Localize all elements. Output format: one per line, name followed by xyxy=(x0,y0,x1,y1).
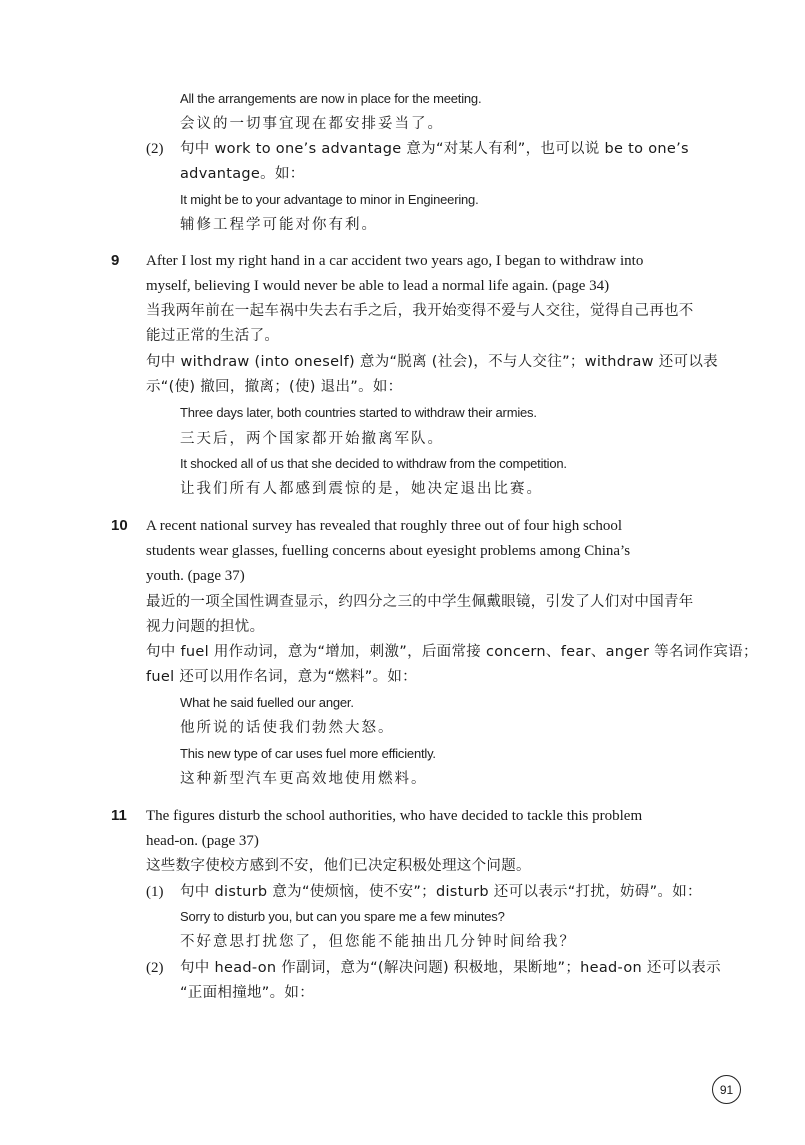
example-sentence: Sorry to disturb you, but can you spare me a few minutes? xyxy=(180,909,505,924)
source-sentence: A recent national survey has revealed that roughly three out of four high school xyxy=(146,518,623,534)
example-sentence: It might be to your advantage to minor in Engineering. xyxy=(180,192,479,207)
example-translation: 会议的一切事宜现在都安排妥当了。 xyxy=(180,116,444,132)
note-line: advantage。如： xyxy=(180,166,305,182)
note-line: fuel 还可以用作名词，意为“燃料”。如： xyxy=(146,669,417,685)
example-sentence: It shocked all of us that she decided to withdraw from the competition. xyxy=(180,456,567,471)
example-sentence: All the arrangements are now in place for the meeting. xyxy=(180,91,482,106)
sub-marker: (1) xyxy=(146,884,164,900)
source-sentence: After I lost my right hand in a car accident two years ago, I began to withdraw into xyxy=(146,253,644,269)
translation-line: 视力问题的担忧。 xyxy=(146,619,265,635)
example-translation: 三天后，两个国家都开始撤离军队。 xyxy=(180,431,444,447)
source-sentence: students wear glasses, fuelling concerns about eyesight problems among China’s xyxy=(146,543,631,559)
item-number: 9 xyxy=(111,252,120,269)
sub-marker: (2) xyxy=(146,141,164,157)
note-line: 句中 withdraw (into oneself) 意为“脱离 (社会)，不与人交往”；withdraw 还可以表 xyxy=(146,354,718,370)
note-line: “正面相撞地”。如： xyxy=(180,985,315,1001)
example-translation: 他所说的话使我们勃然大怒。 xyxy=(180,720,395,736)
note-line: 示“(使) 撤回，撤离；(使) 退出”。如： xyxy=(146,379,403,395)
example-translation: 让我们所有人都感到震惊的是，她决定退出比赛。 xyxy=(180,481,543,497)
source-sentence: myself, believing I would never be able to lead a normal life again. (page 34) xyxy=(146,278,610,294)
example-translation: 不好意思打扰您了，但您能不能抽出几分钟时间给我？ xyxy=(180,934,576,950)
example-sentence: Three days later, both countries started to withdraw their armies. xyxy=(180,405,537,420)
source-sentence: youth. (page 37) xyxy=(146,568,245,584)
page-number: 91 xyxy=(712,1075,741,1104)
source-sentence: head-on. (page 37) xyxy=(146,833,259,849)
example-translation: 这种新型汽车更高效地使用燃料。 xyxy=(180,771,428,787)
example-translation: 辅修工程学可能对你有利。 xyxy=(180,217,378,233)
translation-line: 当我两年前在一起车祸中失去右手之后，我开始变得不爱与人交往，觉得自己再也不 xyxy=(146,303,694,319)
example-sentence: What he said fuelled our anger. xyxy=(180,695,354,710)
note-line: 句中 disturb 意为“使烦恼，使不安”；disturb 还可以表示“打扰，妨碍”。如： xyxy=(180,884,702,900)
source-sentence: The figures disturb the school authorities, who have decided to tackle this problem xyxy=(146,808,643,824)
item-number: 11 xyxy=(111,807,127,824)
translation-line: 能过正常的生活了。 xyxy=(146,328,280,344)
note-line: 句中 fuel 用作动词，意为“增加，刺激”，后面常接 concern、fear、anger 等名词作宾语； xyxy=(146,644,758,660)
note-line: 句中 work to one’s advantage 意为“对某人有利”，也可以说 be to one’s xyxy=(180,141,689,157)
note-line: 句中 head-on 作副词，意为“(解决问题) 积极地，果断地”；head-on 还可以表示 xyxy=(180,960,721,976)
translation-line: 最近的一项全国性调查显示，约四分之三的中学生佩戴眼镜，引发了人们对中国青年 xyxy=(146,594,694,610)
item-number: 10 xyxy=(111,517,128,534)
sub-marker: (2) xyxy=(146,960,164,976)
translation-line: 这些数字使校方感到不安，他们已决定积极处理这个问题。 xyxy=(146,858,531,874)
example-sentence: This new type of car uses fuel more efficiently. xyxy=(180,746,436,761)
